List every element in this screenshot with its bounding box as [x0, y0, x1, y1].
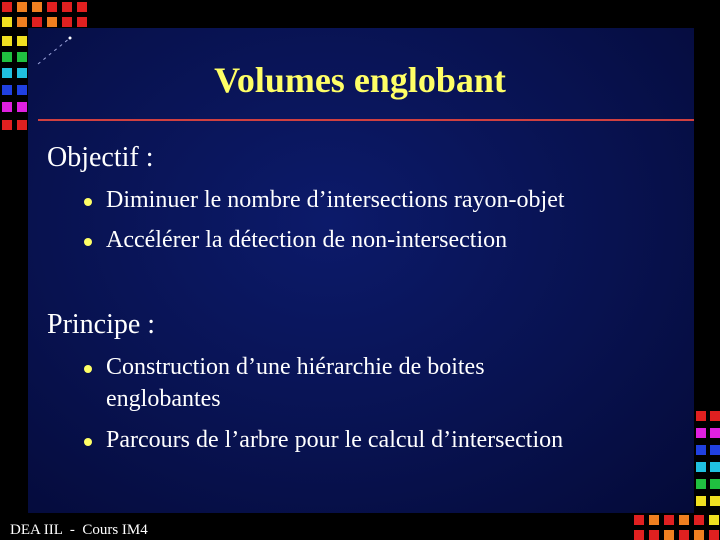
list-item — [84, 184, 654, 216]
list-item-text: Parcours de l’arbre pour le calcul d’intersection — [106, 427, 564, 453]
bullet-icon — [84, 198, 92, 206]
section-heading-principe: Principe : — [47, 309, 156, 340]
title-divider — [38, 119, 694, 121]
list-item-text: Diminuer le nombre d’intersections rayon-objet — [106, 187, 565, 213]
bullet-icon — [84, 365, 92, 373]
slide-footer: DEA IIL - Cours IM4 — [10, 522, 148, 538]
bullet-icon — [84, 238, 92, 246]
bullet-icon — [84, 438, 92, 446]
section-heading-objectif: Objectif : — [47, 142, 154, 173]
list-item — [84, 424, 654, 456]
list-item-text: Construction d’une hiérarchie de boites englobantes — [106, 354, 485, 412]
list-item-text: Accélérer la détection de non-intersection — [106, 227, 508, 253]
comet-decoration — [36, 36, 76, 66]
slide-title: Volumes englobant — [214, 60, 506, 100]
list-item — [84, 351, 554, 415]
list-item — [84, 224, 654, 256]
